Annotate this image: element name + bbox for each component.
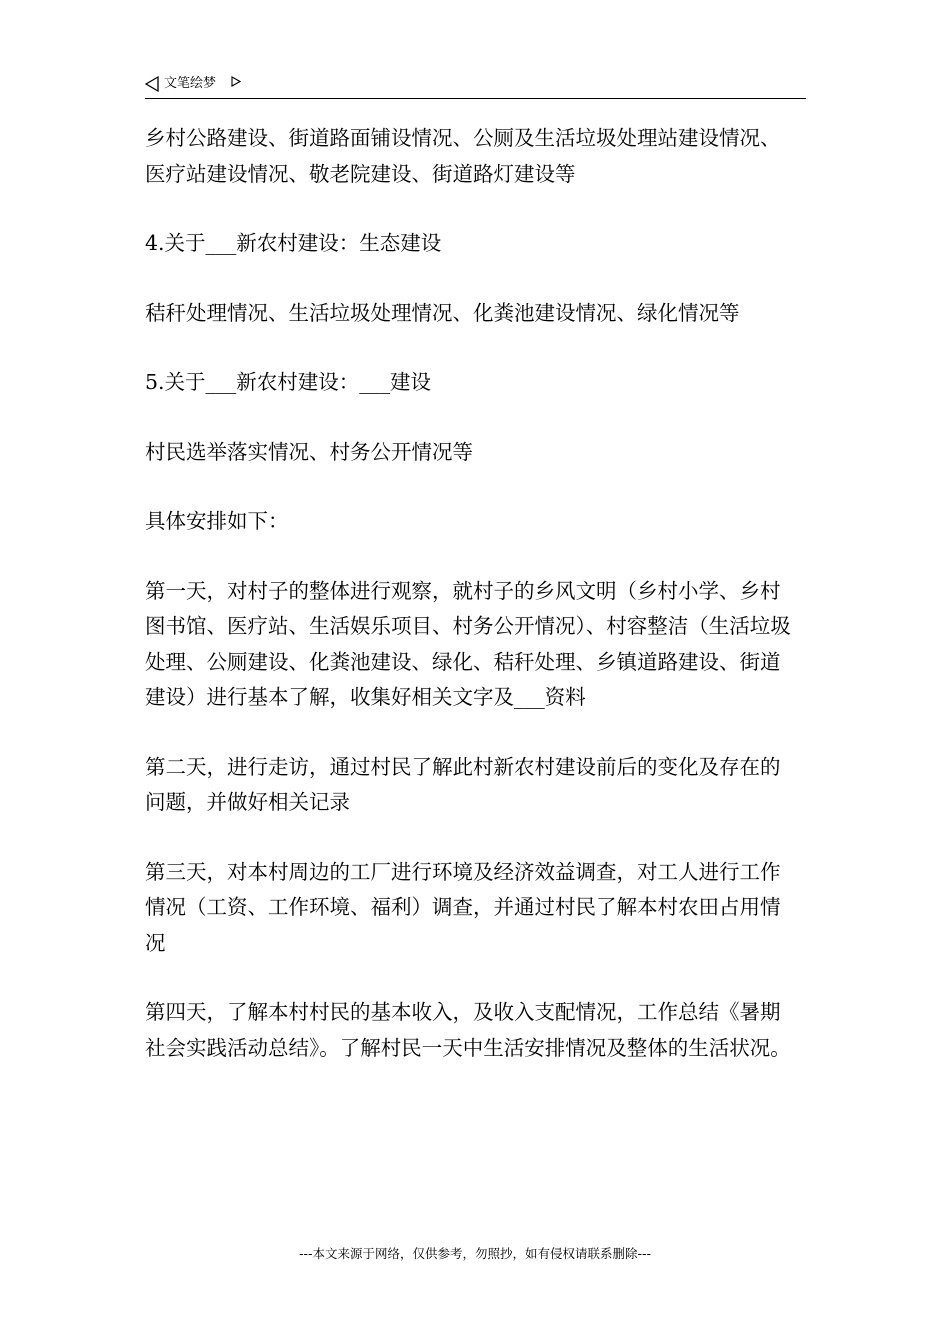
paragraph-day-four: 第四天，了解本村村民的基本收入，及收入支配情况，工作总结《暑期社会实践活动总结》。了解村民一天中生活安排情况及整体的生活状况。 (145, 1000, 791, 1060)
section-heading-ecology: 4.关于___新农村建设：生态建设 (145, 231, 442, 255)
paragraph-governance-items: 村民选举落实情况、村务公开情况等 (145, 439, 473, 464)
document-body (145, 121, 795, 1100)
paragraph-day-three: 第三天，对本村周边的工厂进行环境及经济效益调查，对工人进行工作情况（工资、工作环境、福利）调查，并通过村民了解本村农田占用情况 (145, 859, 781, 955)
left-triangle-icon (145, 76, 159, 92)
paragraph-ecology-items: 秸秆处理情况、生活垃圾处理情况、化粪池建设情况、绿化情况等 (145, 300, 740, 325)
section-heading-governance: 5.关于___新农村建设：___建设 (145, 370, 432, 394)
paragraph-day-one: 第一天，对村子的整体进行观察，就村子的乡风文明（乡村小学、乡村图书馆、医疗站、生活娱乐项目、村务公开情况）、村容整洁（生活垃圾处理、公厕建设、化粪池建设、绿化、秸秆处理、乡镇道路建设、街道建设）进行基本了解，收集好相关文字及___资料 (145, 578, 791, 709)
page-footer: ---本文来源于网络，仅供参考，勿照抄，如有侵权请联系删除--- (298, 1246, 652, 1261)
header-title: 文笔绘梦 (164, 76, 217, 91)
paragraph-schedule-intro: 具体安排如下： (145, 509, 289, 533)
paragraph-infrastructure-items: 乡村公路建设、街道路面铺设情况、公厕及生活垃圾处理站建设情况、医疗站建设情况、敬老院建设、街道路灯建设等 (145, 126, 781, 186)
right-triangle-icon (231, 76, 241, 87)
page-header (145, 74, 806, 99)
paragraph-day-two: 第二天，进行走访，通过村民了解此村新农村建设前后的变化及存在的问题，并做好相关记录 (145, 754, 781, 814)
